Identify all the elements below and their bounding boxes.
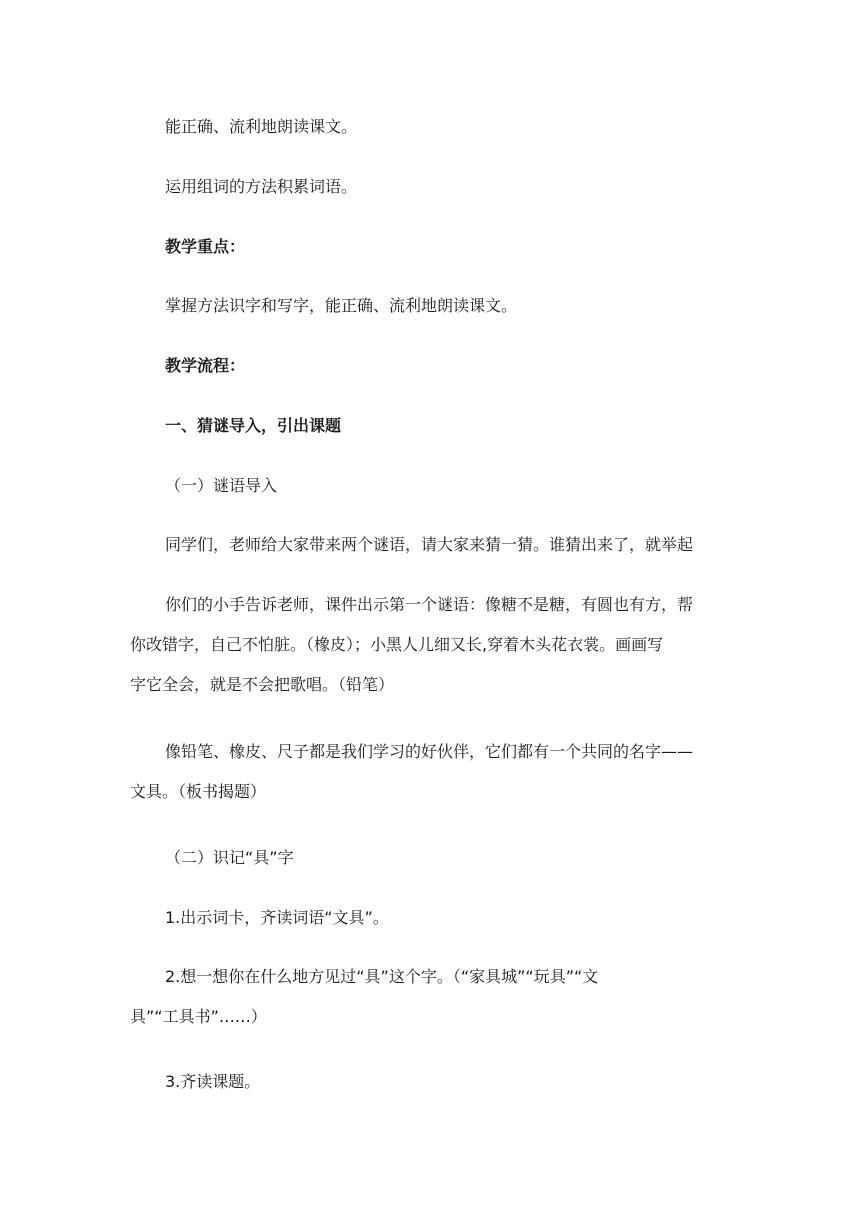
- step-1: 1.出示词卡，齐读词语“文具”。: [165, 908, 389, 927]
- step-2-paragraph: [130, 967, 732, 1027]
- intro-line: 同学们，老师给大家带来两个谜语，请大家来猜一猜。谁猜出来了，就举起: [165, 535, 694, 554]
- objective-1: 能正确、流利地朗读课文。: [165, 117, 358, 136]
- riddle-paragraph: [130, 595, 732, 695]
- riddle-line-3: 字它全会，就是不会把歌唱。（铅笔）: [130, 675, 395, 694]
- objective-2: 运用组词的方法积累词语。: [165, 177, 358, 196]
- step-2-line-2: 具”“工具书”……）: [130, 1007, 267, 1026]
- key-points-heading: 教学重点：: [165, 237, 246, 256]
- stationery-line-1: 像铅笔、橡皮、尺子都是我们学习的好伙伴，它们都有一个共同的名字——: [165, 742, 694, 761]
- section-1-heading: 一、猜谜导入，引出课题: [165, 416, 342, 435]
- step-2-line-1: 2.想一想你在什么地方见过“具”这个字。（“家具城”“玩具”“文: [165, 967, 599, 986]
- subsection-1-heading: （一）谜语导入: [165, 476, 278, 495]
- stationery-line-2: 文具。（板书揭题）: [130, 782, 267, 801]
- key-points-text: 掌握方法识字和写字，能正确、流利地朗读课文。: [165, 296, 518, 315]
- process-heading: 教学流程：: [165, 356, 246, 375]
- subsection-2-heading: （二）识记“具”字: [165, 848, 294, 867]
- step-3: 3.齐读课题。: [165, 1072, 261, 1091]
- riddle-line-2: 你改错字，自己不怕脏。（橡皮）；小黑人儿细又长,穿着木头花衣裳。画画写: [130, 635, 664, 654]
- riddle-line-1: 你们的小手告诉老师，课件出示第一个谜语：像糖不是糖，有圆也有方，帮: [165, 595, 694, 614]
- stationery-paragraph: [130, 742, 732, 802]
